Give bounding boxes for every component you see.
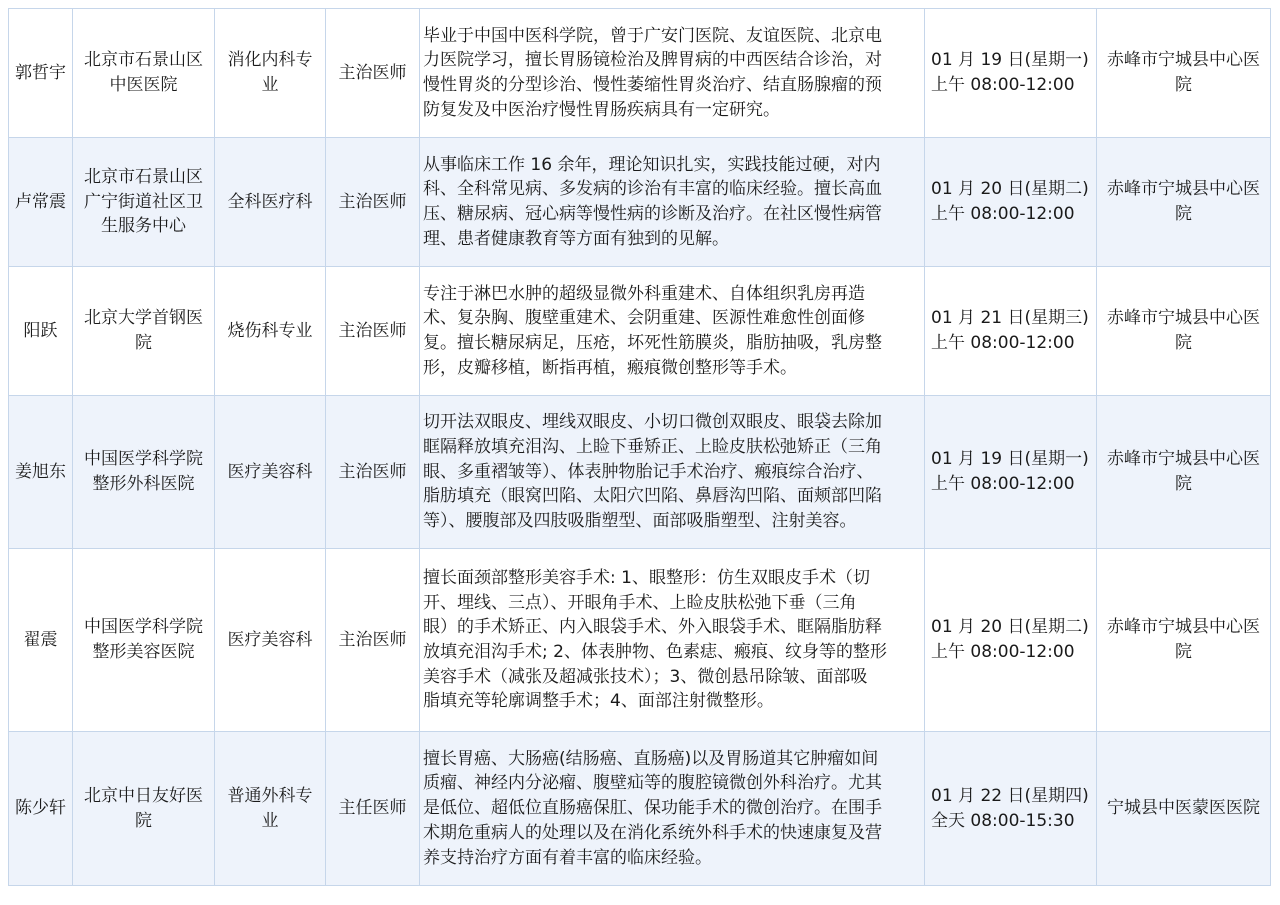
description-line: 美容手术（减张及超减张技术）；3、微创悬吊除皱、面部吸 <box>423 666 868 687</box>
description-line: 开、埋线、三点）、开眼角手术、上睑皮肤松弛下垂（三角 <box>423 592 857 613</box>
hospital-cell <box>73 396 215 549</box>
text-line: 赤峰市宁城县中心医 <box>1107 617 1260 638</box>
title-cell: 主治医师 <box>326 396 420 549</box>
description-line: 复。擅长糖尿病足，压疮，坏死性筋膜炎，脂肪抽吸，乳房整 <box>423 333 882 353</box>
description-line: 专注于淋巴水肿的超级显微外科重建术、自体组织乳房再造 <box>423 283 865 304</box>
description-line: 放填充泪沟手术; 2、体表肿物、色素痣、瘢痕、纹身等的整形 <box>423 642 887 662</box>
text-line: 院 <box>1175 204 1192 224</box>
description-cell <box>420 9 925 138</box>
schedule-time-cell <box>925 549 1097 732</box>
location-cell <box>1097 9 1271 138</box>
description-line: 术期危重病人的处理以及在消化系统外科手术的快速康复及营 <box>423 822 882 843</box>
department-cell <box>215 732 326 886</box>
location-cell <box>1097 732 1271 886</box>
department-cell <box>215 549 326 732</box>
text-line: 北京中日友好医 <box>84 785 203 806</box>
text-line: 赤峰市宁城县中心医 <box>1107 449 1260 470</box>
text-line: 01 月 20 日(星期二) <box>931 179 1089 200</box>
doctor-name-cell: 阳跃 <box>9 267 73 396</box>
text-line: 北京市石景山区 <box>84 50 203 71</box>
text-line: 医疗美容科 <box>227 461 313 482</box>
hospital-cell <box>73 732 215 886</box>
description-line: 脂填充等轮廓调整手术；4、面部注射微整形。 <box>423 691 774 712</box>
doctor-row <box>9 549 1271 732</box>
description-cell <box>420 267 925 396</box>
text-line: 普通外科专 <box>227 785 313 806</box>
location-cell <box>1097 138 1271 267</box>
doctor-name-cell: 郭哲宇 <box>9 9 73 138</box>
text-line: 烧伤科专业 <box>227 320 313 341</box>
schedule-time-cell <box>925 732 1097 886</box>
description-line: 力医院学习，擅长胃肠镜检治及脾胃病的中西医结合诊治，对 <box>423 50 882 71</box>
description-line: 切开法双眼皮、埋线双眼皮、小切口微创双眼皮、眼袋去除加 <box>423 412 882 433</box>
location-cell <box>1097 549 1271 732</box>
text-line: 业 <box>261 810 279 831</box>
text-line: 上午 08:00-12:00 <box>931 204 1075 224</box>
text-line: 01 月 19 日(星期一) <box>931 449 1089 470</box>
title-cell: 主治医师 <box>326 9 420 138</box>
text-line: 01 月 20 日(星期二) <box>931 617 1089 638</box>
description-line: 形，皮瓣移植，断指再植，瘢痕微创整形等手术。 <box>423 357 797 378</box>
text-line: 院 <box>1175 642 1192 662</box>
text-line: 赤峰市宁城县中心医 <box>1107 179 1260 200</box>
title-cell: 主任医师 <box>326 732 420 886</box>
location-cell <box>1097 396 1271 549</box>
description-line: 等）、腰腹部及四肢吸脂塑型、面部吸脂塑型、注射美容。 <box>423 511 857 532</box>
description-line: 眼、多重褶皱等）、体表肿物胎记手术治疗、瘢痕综合治疗、 <box>423 461 874 482</box>
description-line: 压、糖尿病、冠心病等慢性病的诊断及治疗。在社区慢性病管 <box>423 204 882 224</box>
description-line: 慢性胃炎的分型诊治、慢性萎缩性胃炎治疗、结直肠腺瘤的预 <box>423 75 882 95</box>
hospital-cell <box>73 267 215 396</box>
description-line: 从事临床工作 16 余年，理论知识扎实，实践技能过硬，对内 <box>423 154 881 175</box>
schedule-time-cell <box>925 267 1097 396</box>
location-cell <box>1097 267 1271 396</box>
department-cell <box>215 138 326 267</box>
text-line: 中国医学科学院 <box>84 617 203 638</box>
text-line: 宁城县中医蒙医医院 <box>1107 798 1260 819</box>
text-line: 中医医院 <box>109 75 178 95</box>
schedule-time-cell <box>925 396 1097 549</box>
description-line: 擅长胃癌、大肠癌(结肠癌、直肠癌)以及胃肠道其它肿瘤如间 <box>423 748 879 769</box>
text-line: 院 <box>1175 75 1192 95</box>
hospital-cell <box>73 549 215 732</box>
description-line: 科、全科常见病、多发病的诊治有丰富的临床经验。擅长高血 <box>423 179 882 200</box>
text-line: 生服务中心 <box>101 216 186 237</box>
description-line: 眼）的手术矫正、内入眼袋手术、外入眼袋手术、眶隔脂肪释 <box>423 617 882 638</box>
text-line: 赤峰市宁城县中心医 <box>1107 308 1260 329</box>
title-cell: 主治医师 <box>326 267 420 396</box>
doctor-schedule-table <box>8 8 1271 886</box>
text-line: 医疗美容科 <box>227 629 313 650</box>
text-line: 院 <box>1175 333 1192 353</box>
text-line: 赤峰市宁城县中心医 <box>1107 50 1260 71</box>
description-line: 是低位、超低位直肠癌保肛、保功能手术的微创治疗。在围手 <box>423 798 882 819</box>
text-line: 北京大学首钢医 <box>84 308 203 329</box>
schedule-time-cell <box>925 9 1097 138</box>
description-line: 术、复杂胸、腹壁重建术、会阴重建、医源性难愈性创面修 <box>423 308 865 329</box>
table-body <box>9 9 1271 886</box>
text-line: 上午 08:00-12:00 <box>931 75 1075 95</box>
description-cell <box>420 732 925 886</box>
description-line: 理、患者健康教育等方面有独到的见解。 <box>423 228 729 249</box>
text-line: 上午 08:00-12:00 <box>931 333 1075 353</box>
description-line: 脂肪填充（眼窝凹陷、太阳穴凹陷、鼻唇沟凹陷、面颊部凹陷 <box>423 486 882 507</box>
department-cell <box>215 396 326 549</box>
department-cell <box>215 267 326 396</box>
doctor-row <box>9 267 1271 396</box>
description-line: 质瘤、神经内分泌瘤、腹壁疝等的腹腔镜微创外科治疗。尤其 <box>423 773 882 794</box>
description-line: 毕业于中国中医科学院，曾于广安门医院、友谊医院、北京电 <box>423 25 882 46</box>
doctor-name-cell: 姜旭东 <box>9 396 73 549</box>
doctor-name-cell: 翟震 <box>9 549 73 732</box>
doctor-row <box>9 396 1271 549</box>
text-line: 业 <box>261 75 279 95</box>
description-cell <box>420 138 925 267</box>
title-cell: 主治医师 <box>326 549 420 732</box>
text-line: 全天 08:00-15:30 <box>931 810 1075 831</box>
schedule-time-cell <box>925 138 1097 267</box>
doctor-row <box>9 732 1271 886</box>
doctor-row <box>9 9 1271 138</box>
hospital-cell <box>73 138 215 267</box>
text-line: 上午 08:00-12:00 <box>931 474 1075 494</box>
description-line: 擅长面颈部整形美容手术: 1、眼整形：仿生双眼皮手术（切 <box>423 567 870 588</box>
description-line: 防复发及中医治疗慢性胃肠疾病具有一定研究。 <box>423 99 780 120</box>
department-cell <box>215 9 326 138</box>
text-line: 01 月 19 日(星期一) <box>931 50 1089 71</box>
hospital-cell <box>73 9 215 138</box>
description-line: 养支持治疗方面有着丰富的临床经验。 <box>423 847 712 868</box>
description-cell <box>420 549 925 732</box>
description-line: 眶隔释放填充泪沟、上睑下垂矫正、上睑皮肤松弛矫正（三角 <box>423 436 882 457</box>
doctor-name-cell: 卢常震 <box>9 138 73 267</box>
text-line: 整形外科医院 <box>92 474 195 494</box>
text-line: 北京市石景山区 <box>84 166 203 187</box>
text-line: 上午 08:00-12:00 <box>931 642 1075 662</box>
title-cell: 主治医师 <box>326 138 420 267</box>
text-line: 院 <box>135 333 152 353</box>
text-line: 全科医疗科 <box>227 191 313 212</box>
text-line: 院 <box>135 810 152 831</box>
text-line: 整形美容医院 <box>92 642 195 662</box>
doctor-name-cell: 陈少轩 <box>9 732 73 886</box>
doctor-row <box>9 138 1271 267</box>
text-line: 01 月 22 日(星期四) <box>931 785 1089 806</box>
text-line: 01 月 21 日(星期三) <box>931 308 1089 329</box>
text-line: 广宁街道社区卫 <box>84 191 203 212</box>
text-line: 中国医学科学院 <box>84 449 203 470</box>
text-line: 消化内科专 <box>227 50 313 71</box>
text-line: 院 <box>1175 474 1192 494</box>
description-cell <box>420 396 925 549</box>
